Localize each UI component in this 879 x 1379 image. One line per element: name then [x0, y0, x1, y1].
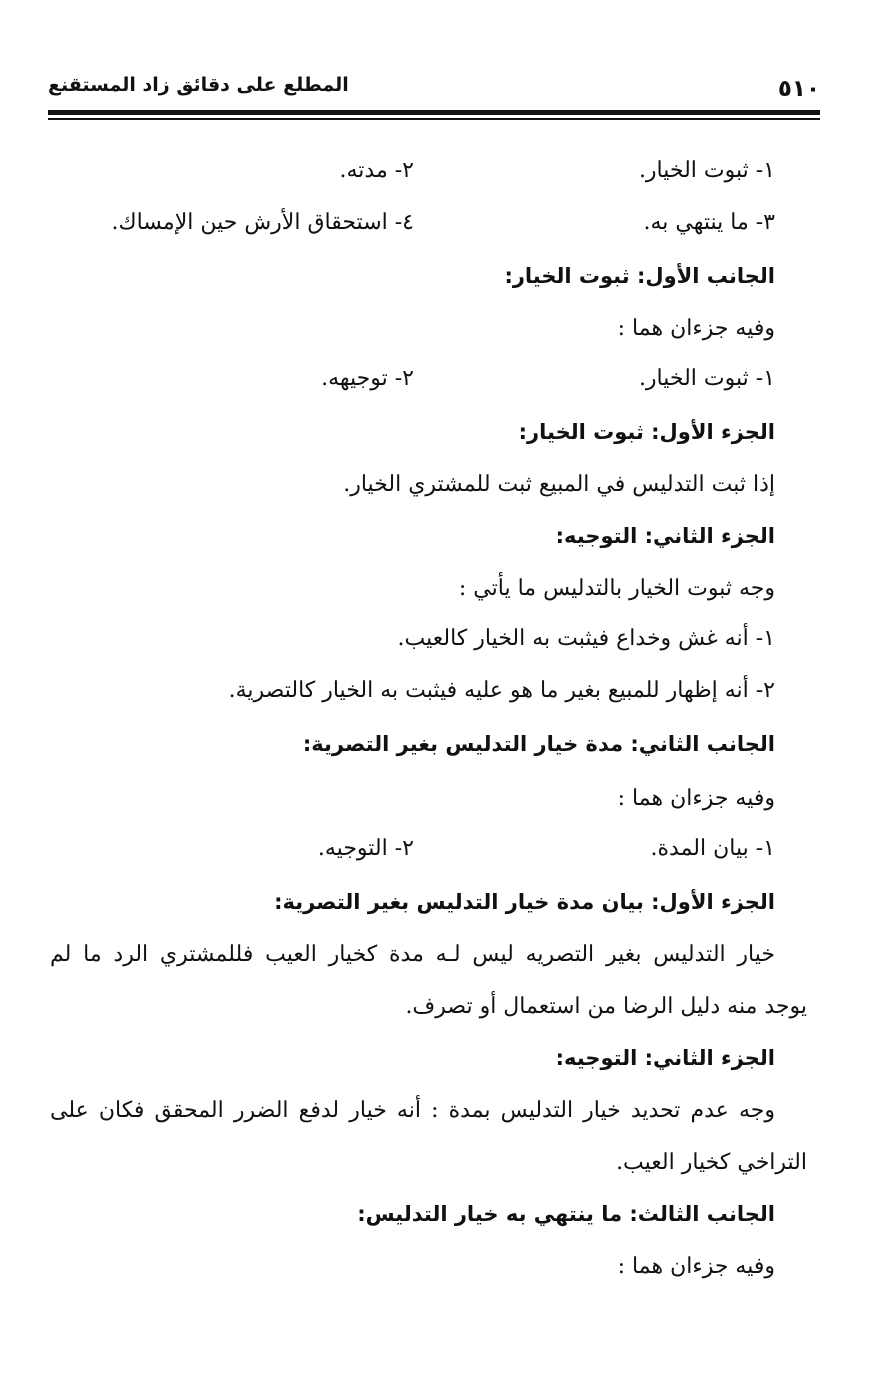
- paragraph-line: وفيه جزءان هما :: [617, 1254, 775, 1279]
- header-rule-thin: [48, 118, 820, 120]
- paragraph-line: وفيه جزءان هما :: [617, 786, 775, 811]
- section-heading: الجزء الثاني: التوجيه:: [555, 524, 775, 548]
- section-heading: الجانب الثالث: ما ينتهي به خيار التدليس:: [357, 1202, 775, 1226]
- section-heading: الجزء الثاني: التوجيه:: [555, 1046, 775, 1070]
- page-number: ٥١٠: [777, 76, 820, 102]
- list-item: ٣- ما ينتهي به.: [643, 210, 775, 235]
- section-heading: الجزء الأول: بيان مدة خيار التدليس بغير التصرية:: [274, 890, 775, 914]
- list-item: ٢- توجيهه.: [321, 366, 414, 391]
- page-header: [48, 70, 820, 110]
- paragraph-line: خيار التدليس بغير التصريه ليس لـه مدة كخيار العيب فللمشتري الرد ما لم: [50, 942, 775, 967]
- list-item: ١- ثبوت الخيار.: [638, 366, 775, 391]
- section-heading: الجانب الأول: ثبوت الخيار:: [504, 264, 775, 288]
- paragraph-line: وجه عدم تحديد خيار التدليس بمدة : أنه خيار لدفع الضرر المحقق فكان على: [50, 1098, 775, 1123]
- book-title: المطلع على دقائق زاد المستقنع: [48, 74, 349, 96]
- paragraph-line: وجه ثبوت الخيار بالتدليس ما يأتي :: [458, 576, 775, 601]
- header-rule-thick: [48, 110, 820, 115]
- paragraph-line: يوجد منه دليل الرضا من استعمال أو تصرف.: [405, 994, 807, 1019]
- list-item: ٢- مدته.: [339, 158, 414, 183]
- section-heading: الجزء الأول: ثبوت الخيار:: [518, 420, 775, 444]
- paragraph-line: وفيه جزءان هما :: [617, 316, 775, 341]
- paragraph-line: ١- أنه غش وخداع فيثبت به الخيار كالعيب.: [397, 626, 775, 651]
- paragraph-line: التراخي كخيار العيب.: [616, 1150, 807, 1175]
- list-item: ١- ثبوت الخيار.: [638, 158, 775, 183]
- paragraph-line: ٢- أنه إظهار للمبيع بغير ما هو عليه فيثبت به الخيار كالتصرية.: [228, 678, 775, 703]
- list-item: ٢- التوجيه.: [317, 836, 414, 861]
- paragraph-line: إذا ثبت التدليس في المبيع ثبت للمشتري الخيار.: [343, 472, 775, 497]
- list-item: ٤- استحقاق الأرش حين الإمساك.: [111, 210, 414, 235]
- section-heading: الجانب الثاني: مدة خيار التدليس بغير التصرية:: [302, 732, 775, 756]
- list-item: ١- بيان المدة.: [650, 836, 775, 861]
